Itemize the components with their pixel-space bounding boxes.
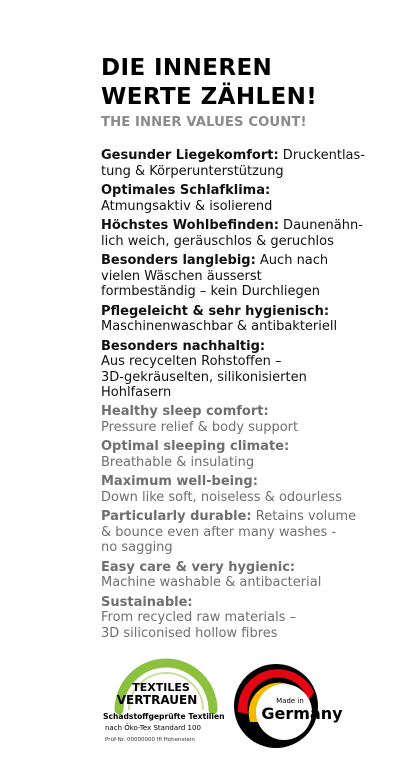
main-title	[101, 54, 317, 112]
feature-text: Retains volume	[251, 509, 357, 524]
textiles-vertrauen-logo	[101, 654, 231, 746]
logo-germany-text: Germany	[261, 704, 343, 723]
feature-heading: Particularly durable:	[101, 509, 252, 524]
feature-text: Breathable & insulating	[101, 454, 255, 470]
feature-item	[101, 148, 391, 179]
feature-heading: Maximum well-being:	[101, 474, 258, 489]
feature-item	[101, 183, 391, 214]
feature-text: Pressure relief & body support	[101, 419, 299, 435]
feature-text: vielen Wäschen äusserst	[101, 268, 262, 284]
logo-oekotex-text: nach Öko-Tex Standard 100	[105, 724, 201, 732]
logo-pruefnr-text: Prüf-Nr. 00000000 IfI Hohenstein	[105, 737, 195, 743]
feature-heading: Höchstes Wohlbefinden:	[101, 218, 279, 233]
feature-text: 3D siliconised hollow fibres	[101, 625, 278, 641]
feature-item	[101, 304, 391, 335]
feature-text: Auch nach	[255, 253, 329, 268]
feature-item	[101, 339, 391, 401]
feature-heading: Pflegeleicht & sehr hygienisch:	[101, 303, 330, 319]
feature-item	[101, 439, 391, 470]
feature-heading: Easy care & very hygienic:	[101, 559, 296, 575]
feature-text: Machine washable & antibacterial	[101, 575, 322, 590]
feature-heading: Optimal sleeping climate:	[101, 439, 290, 454]
feature-text: Aus recycelten Rohstoffen –	[101, 354, 282, 369]
feature-item	[101, 218, 391, 249]
title-line-2: WERTE ZÄHLEN!	[101, 84, 318, 110]
feature-text: & bounce even after many washes -	[101, 524, 337, 540]
feature-item	[101, 560, 391, 591]
feature-text: lich weich, geräuschlos & geruchlos	[101, 233, 334, 249]
feature-text: Druckentlas-	[278, 148, 365, 163]
feature-heading: Optimales Schlafklima:	[101, 183, 271, 198]
features-german	[101, 148, 391, 405]
subtitle: THE INNER VALUES COUNT!	[101, 115, 307, 130]
title-line-1: DIE INNEREN	[101, 55, 273, 81]
feature-item	[101, 509, 391, 556]
logo-vertrauen-text: VERTRAUEN	[116, 693, 198, 707]
features-english	[101, 404, 391, 645]
feature-text: 3D-gekräuselten, silikonisierten	[101, 369, 307, 385]
feature-heading: Besonders nachhaltig:	[101, 338, 266, 354]
feature-item	[101, 253, 391, 300]
feature-item	[101, 404, 391, 435]
feature-text: Hohlfasern	[101, 385, 172, 400]
feature-text: Maschinenwaschbar & antibakteriell	[101, 319, 338, 334]
feature-item	[101, 595, 391, 642]
feature-text: tung & Körperunterstützung	[101, 163, 284, 179]
feature-item	[101, 474, 391, 505]
made-in-germany-logo	[228, 662, 343, 750]
feature-heading: Gesunder Liegekomfort:	[101, 148, 279, 163]
feature-text: Atmungsaktiv & isolierend	[101, 198, 273, 214]
feature-text: formbeständig – kein Durchliegen	[101, 284, 320, 299]
feature-heading: Sustainable:	[101, 594, 193, 610]
feature-heading: Healthy sleep comfort:	[101, 404, 269, 419]
feature-text: no sagging	[101, 540, 173, 555]
logo-textiles-text: TEXTILES	[132, 681, 190, 694]
feature-text: Down like soft, noiseless & odourless	[101, 489, 342, 505]
logo-schadstoff-text: Schadstoffgeprüfte Textilien	[103, 712, 225, 721]
logo-made-in-text: Made in	[276, 697, 304, 705]
feature-heading: Besonders langlebig:	[101, 253, 256, 268]
feature-text: Daunenähn-	[278, 218, 363, 233]
feature-text: From recycled raw materials –	[101, 610, 297, 625]
